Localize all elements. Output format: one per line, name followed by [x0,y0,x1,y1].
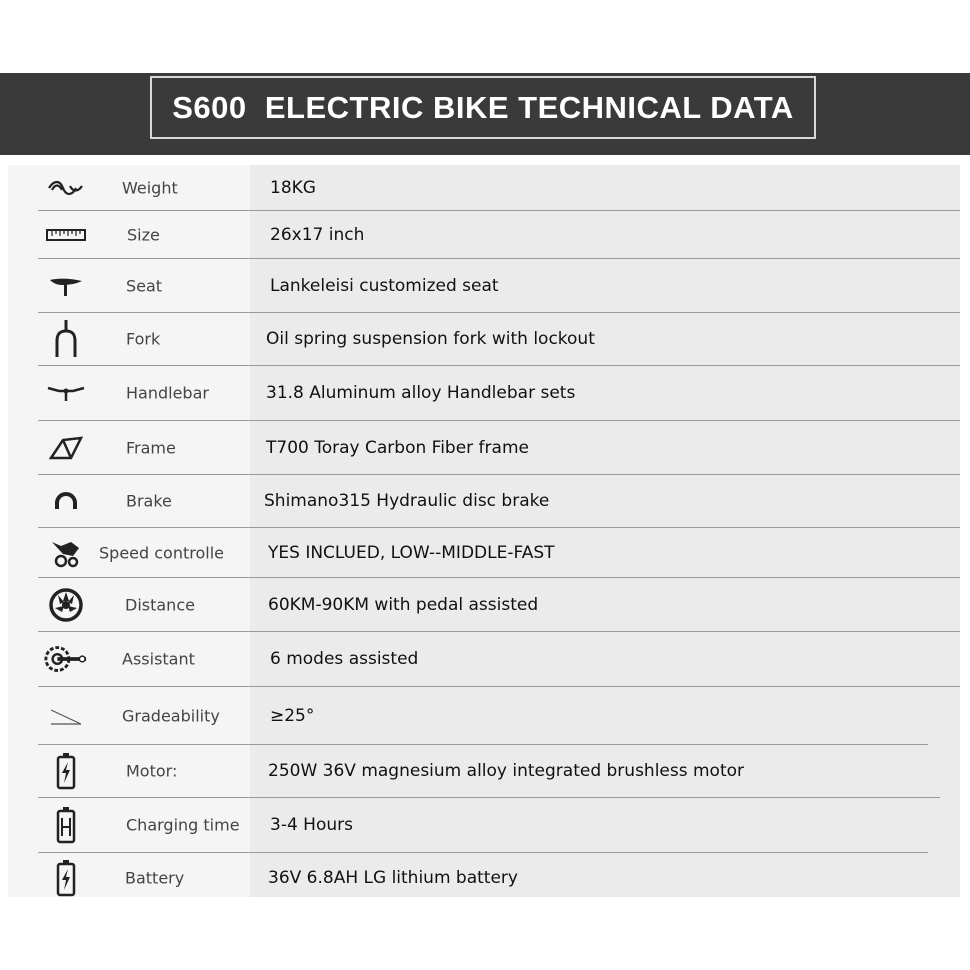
spec-value: ≥25° [270,705,315,726]
spec-value: 6 modes assisted [270,649,419,669]
spec-label: Motor: [126,761,178,781]
spec-value: YES INCLUED, LOW--MIDDLE-FAST [268,542,555,563]
slope-icon [44,706,88,726]
wheel-icon [44,587,88,623]
chainring-icon [44,644,88,674]
spec-value: 250W 36V magnesium alloy integrated brushless motor [268,761,745,781]
spec-row-charging-time [0,798,970,852]
spec-label: Distance [125,595,195,614]
spec-label: Brake [126,491,172,511]
spec-value: Shimano315 Hydraulic disc brake [264,491,550,511]
spec-value: T700 Toray Carbon Fiber frame [266,437,529,458]
frame-icon [44,436,88,460]
spec-label: Fork [126,329,161,349]
handlebar-icon [44,383,88,403]
spec-row-assistant [0,632,970,686]
spec-row-battery [0,853,970,903]
page-title: S600 ELECTRIC BIKE TECHNICAL DATA [172,89,794,125]
spec-value: 3-4 Hours [270,815,353,835]
battery-h-icon [44,806,88,844]
seat-icon [44,275,88,297]
fork-icon [44,319,88,359]
spec-value: 36V 6.8AH LG lithium battery [268,868,518,888]
battery-bolt-icon [44,859,88,897]
spec-row-speed-controller [0,528,970,577]
spec-value: 18KG [270,177,316,198]
weight-icon [44,179,88,197]
spec-label: Frame [126,438,176,457]
spec-value: 31.8 Aluminum alloy Handlebar sets [266,383,576,403]
spec-label: Speed controlle [99,543,224,562]
spec-row-seat [0,259,970,312]
spec-row-handlebar [0,366,970,420]
brake-icon [44,491,88,511]
spec-row-gradeability [0,687,970,744]
spec-value: 26x17 inch [270,224,365,245]
spec-row-fork [0,313,970,365]
spec-row-weight [0,165,970,210]
spec-row-brake [0,475,970,527]
battery-bolt-icon [44,752,88,790]
spec-value: Lankeleisi customized seat [270,275,499,296]
spec-value: 60KM-90KM with pedal assisted [268,594,539,615]
spec-value: Oil spring suspension fork with lockout [266,329,595,349]
spec-label: Seat [126,276,163,295]
spec-label: Handlebar [126,383,209,403]
spec-label: Size [127,225,160,244]
spec-row-distance [0,578,970,631]
spec-row-frame [0,421,970,474]
spec-row-size [0,211,970,258]
ruler-icon [44,229,88,241]
speed-controller-icon [44,536,88,570]
spec-label: Weight [122,178,178,197]
spec-label: Battery [125,868,185,888]
title-banner [0,73,970,155]
spec-label: Assistant [122,649,195,669]
title-frame [150,76,816,139]
spec-label: Charging time [126,815,240,835]
spec-row-motor [0,745,970,797]
spec-label: Gradeability [122,706,220,725]
